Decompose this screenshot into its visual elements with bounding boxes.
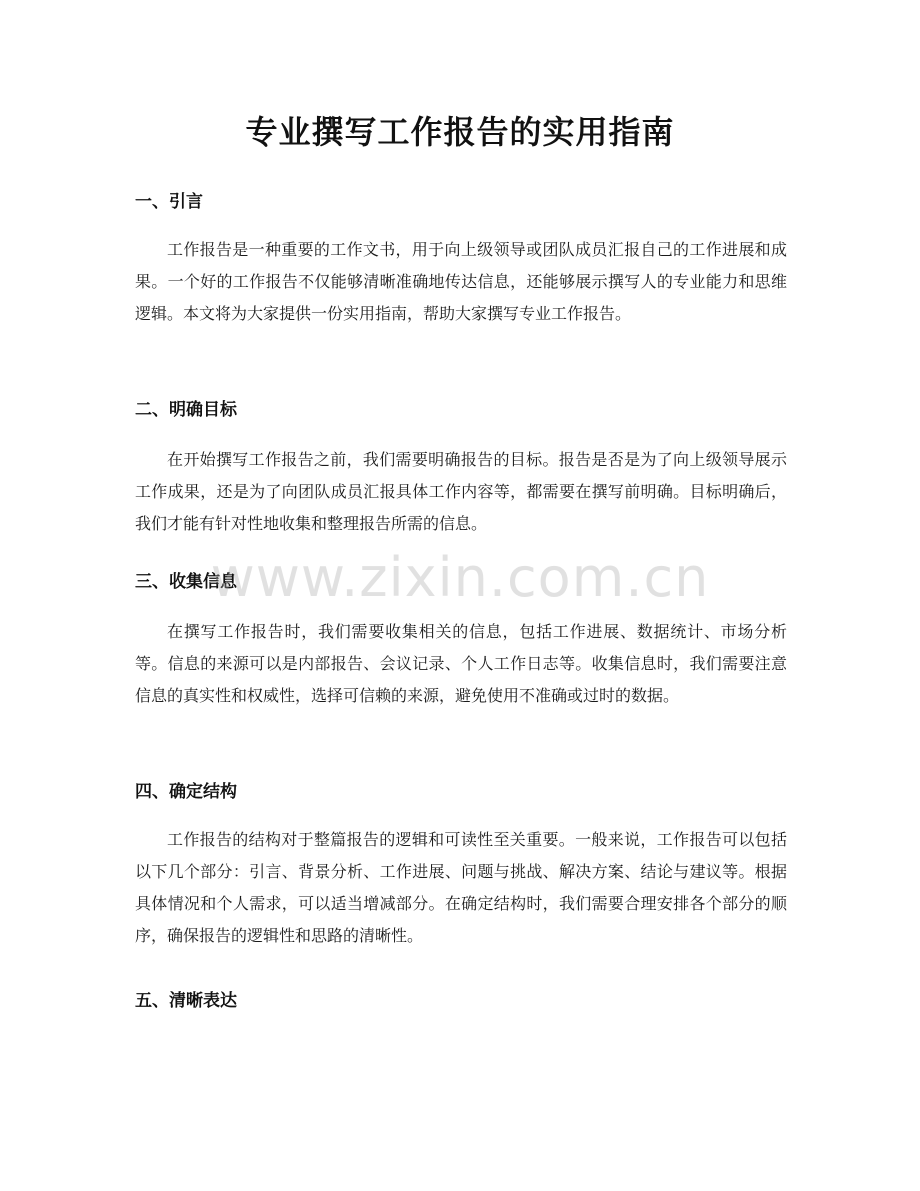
section-paragraph-define-goal: 在开始撰写工作报告之前，我们需要明确报告的目标。报告是否是为了向上级领导展示工作成果，还是为了向团队成员汇报具体工作内容等，都需要在撰写前明确。目标明确后，我们才能有针对性地收集和整理报告所需的信息。 bbox=[135, 450, 787, 533]
watermark: www.zixin.com.cn bbox=[210, 546, 710, 609]
section-heading-introduction: 一、引言 bbox=[135, 192, 203, 212]
section-heading-define-goal: 二、明确目标 bbox=[135, 400, 237, 420]
section-heading-collect-info: 三、收集信息 bbox=[135, 572, 237, 592]
document-title: 专业撰写工作报告的实用指南 bbox=[245, 113, 675, 151]
section-paragraph-determine-structure: 工作报告的结构对于整篇报告的逻辑和可读性至关重要。一般来说，工作报告可以包括以下几个部分：引言、背景分析、工作进展、问题与挑战、解决方案、结论与建议等。根据具体情况和个人需求，可以适当增减部分。在确定结构时，我们需要合理安排各个部分的顺序，确保报告的逻辑性和思路的清晰性。 bbox=[135, 830, 787, 945]
section-heading-determine-structure: 四、确定结构 bbox=[135, 782, 237, 802]
section-heading-clear-expression: 五、清晰表达 bbox=[135, 991, 237, 1011]
section-paragraph-introduction: 工作报告是一种重要的工作文书，用于向上级领导或团队成员汇报自己的工作进展和成果。一个好的工作报告不仅能够清晰准确地传达信息，还能够展示撰写人的专业能力和思维逻辑。本文将为大家提供一份实用指南，帮助大家撰写专业工作报告。 bbox=[135, 240, 787, 323]
section-paragraph-collect-info: 在撰写工作报告时，我们需要收集相关的信息，包括工作进展、数据统计、市场分析等。信息的来源可以是内部报告、会议记录、个人工作日志等。收集信息时，我们需要注意信息的真实性和权威性，选择可信赖的来源，避免使用不准确或过时的数据。 bbox=[135, 622, 787, 705]
